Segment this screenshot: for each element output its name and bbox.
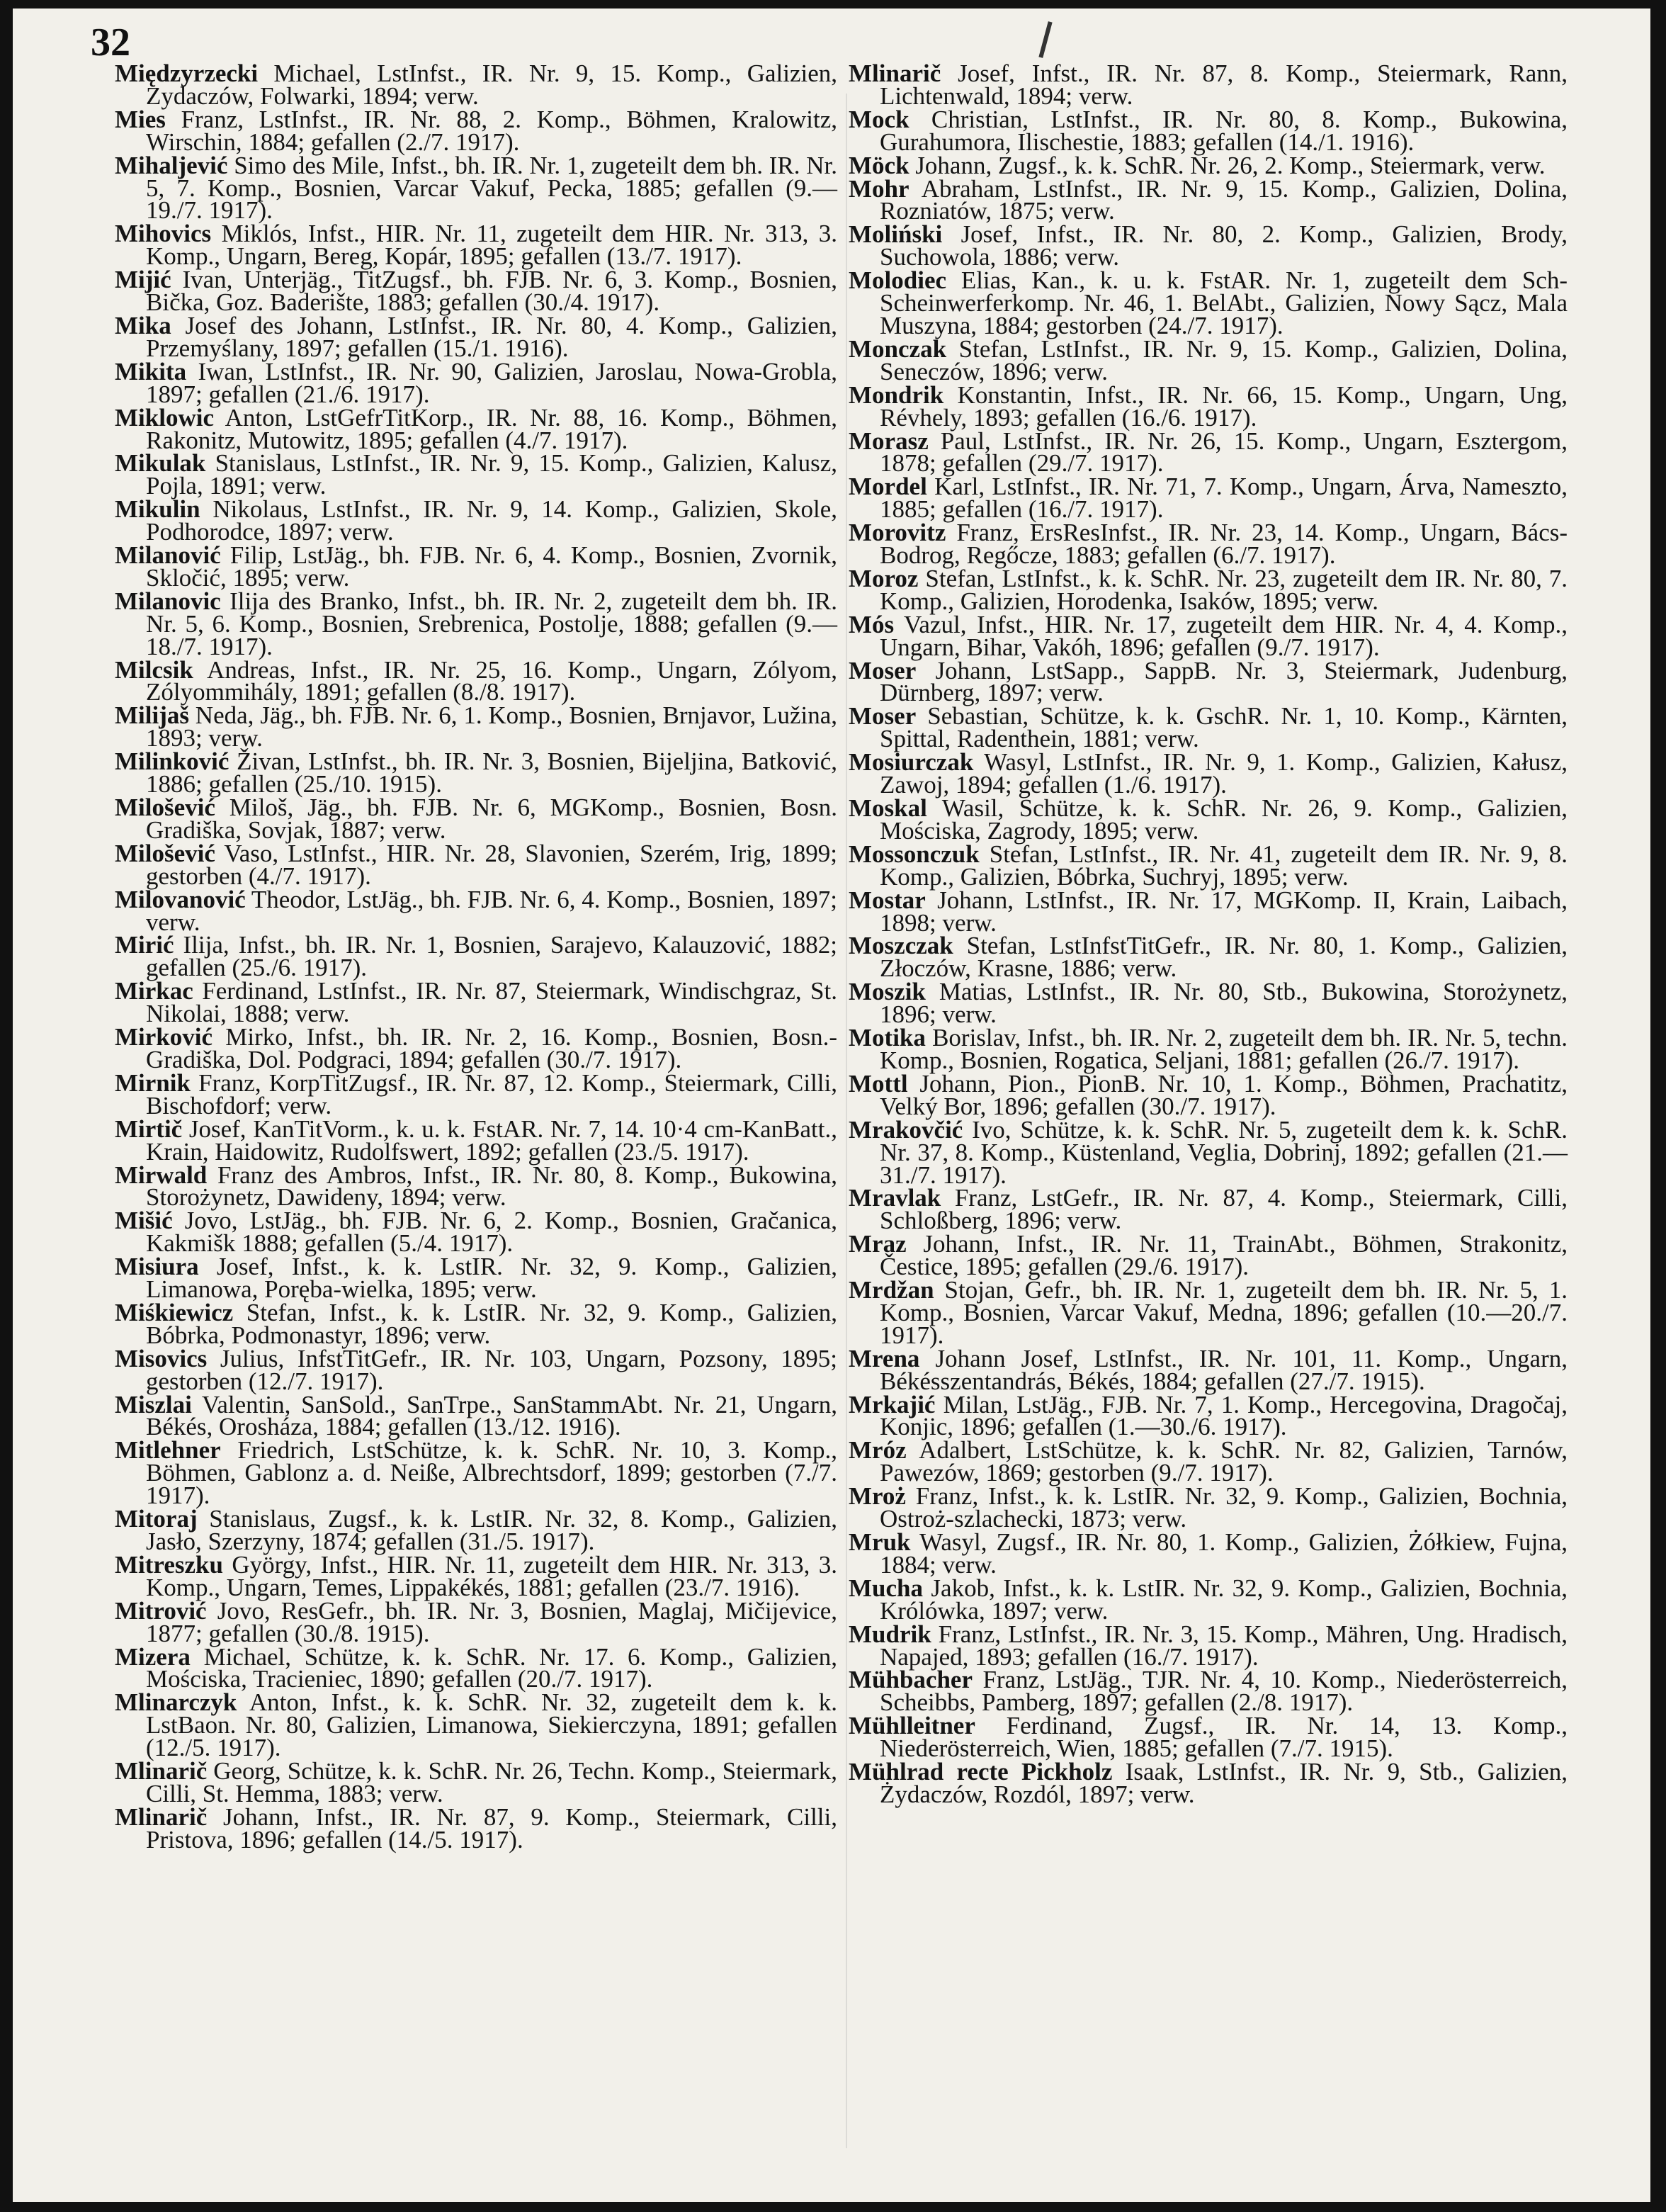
entry-surname: Milcsik: [115, 655, 193, 684]
entry-surname: Morovitz: [849, 519, 946, 547]
casualty-entry: [115, 977, 837, 1028]
casualty-entry: [115, 1802, 838, 1853]
entry-surname: Mondrik: [849, 380, 944, 409]
entry-surname: Misiura: [115, 1253, 199, 1281]
entry-details: Josef, Infst., k. k. LstIR. Nr. 32, 9. Komp., Galizien, Limanowa, Poręba-wielka, 1895; verw.: [146, 1253, 837, 1304]
casualty-entry: [849, 1344, 1568, 1395]
entry-surname: Mihaljević: [115, 151, 228, 179]
entry-surname: Mós: [849, 610, 895, 638]
entry-surname: Mihovics: [115, 220, 212, 248]
casualty-entry: [849, 105, 1568, 156]
entry-surname: Mitoraj: [115, 1505, 198, 1533]
casualty-entry: [115, 1550, 838, 1601]
entry-surname: Mirić: [115, 931, 174, 959]
entry-details: Friedrich, LstSchütze, k. k. SchR. Nr. 10, 3. Komp., Böhmen, Gablonz a. d. Neiße, Albrechtsdorf, 1899; gestorben (7./7. 1917).: [146, 1436, 838, 1510]
casualty-entry: [849, 1758, 1568, 1808]
casualty-entry: [849, 1528, 1568, 1579]
casualty-entry: [849, 380, 1568, 431]
entry-details: Franz, LstInfst., IR. Nr. 3, 15. Komp., Mähren, Ung. Hradisch, Napajed, 1893; gefallen (16./7. 1917).: [880, 1620, 1568, 1671]
casualty-entry: [115, 931, 837, 982]
entry-details: Josef des Johann, LstInfst., IR. Nr. 80, 4. Komp., Galizien, Przemyślany, 1897; gefallen (15./1. 1916).: [146, 311, 837, 362]
entry-details: Miklós, Infst., HIR. Nr. 11, zugeteilt dem HIR. Nr. 313, 3. Komp., Ungarn, Bereg, Kopár, 1895; gefallen (13./7. 1917).: [146, 220, 838, 271]
casualty-entry: [849, 266, 1568, 339]
entry-surname: Mühbacher: [849, 1666, 973, 1694]
casualty-entry: [849, 748, 1568, 799]
casualty-entry: [115, 1023, 838, 1073]
entry-surname: Mitrović: [115, 1596, 207, 1625]
casualty-entry: [849, 1574, 1568, 1625]
casualty-entry: [849, 1024, 1568, 1074]
entry-details: Vaso, LstInfst., HIR. Nr. 28, Slavonien, Szerém, Irig, 1899; gestorben (4./7. 1917).: [146, 839, 837, 890]
casualty-entry: [115, 1344, 838, 1395]
entry-surname: Milanović: [115, 541, 221, 570]
entry-details: Mirko, Infst., bh. IR. Nr. 2, 16. Komp., Bosnien, Bosn.-Gradiška, Dol. Podgraci, 1894; gefallen (30./7. 1917).: [146, 1023, 838, 1073]
entry-details: Abraham, LstInfst., IR. Nr. 9, 15. Komp., Galizien, Dolina, Rozniatów, 1875; verw.: [880, 174, 1568, 225]
entry-surname: Mišić: [115, 1207, 173, 1235]
entry-surname: Mikita: [115, 357, 187, 385]
entry-details: Nikolaus, LstInfst., IR. Nr. 9, 14. Komp., Galizien, Skole, Podhorodce, 1897; verw.: [146, 495, 837, 546]
casualty-entry: [849, 1712, 1568, 1763]
casualty-entry: [115, 587, 838, 660]
casualty-entry: [115, 747, 837, 799]
casualty-entry: [115, 1596, 837, 1647]
entry-surname: Mottl: [849, 1069, 908, 1097]
entry-details: Michael, LstInfst., IR. Nr. 9, 15. Komp., Galizien, Zydaczów, Folwarki, 1894; verw.: [146, 60, 838, 110]
entry-details: Franz, KorpTitZugsf., IR. Nr. 87, 12. Komp., Steiermark, Cilli, Bischofdorf; verw.: [146, 1068, 838, 1119]
entry-surname: Mirtič: [115, 1115, 183, 1143]
entry-details: Josef, KanTitVorm., k. u. k. FstAR. Nr. 7, 14. 10·4 cm-KanBatt., Krain, Haidowitz, Rudolfswert, 1892; gefallen (23./5. 1917).: [146, 1115, 838, 1166]
entry-surname: Mikulin: [115, 495, 200, 524]
entry-details: Franz, ErsResInfst., IR. Nr. 23, 14. Komp., Ungarn, Bács-Bodrog, Regőcze, 1883; gefallen (6./7. 1917).: [880, 519, 1568, 570]
entry-surname: Misovics: [115, 1344, 208, 1372]
entry-surname: Mitreszku: [115, 1550, 223, 1579]
entry-details: Ivo, Schütze, k. k. SchR. Nr. 5, zugeteilt dem k. k. SchR. Nr. 37, 8. Komp., Küstenland, Veglia, Dobrinj, 1892; gefallen (21.—31./7. 1917).: [880, 1115, 1568, 1189]
entry-surname: Mostar: [849, 886, 926, 914]
entry-surname: Mosiurczak: [849, 748, 974, 777]
entry-details: Wasyl, LstInfst., IR. Nr. 9, 1. Komp., Galizien, Kałusz, Zawoj, 1894; gefallen (1./6. 1917).: [880, 748, 1568, 799]
entry-surname: Mirwald: [115, 1161, 208, 1189]
entry-surname: Mizera: [115, 1642, 191, 1671]
entry-surname: Mies: [115, 105, 166, 133]
entry-details: Simo des Mile, Infst., bh. IR. Nr. 1, zugeteilt dem bh. IR. Nr. 5, 7. Komp., Bosnien, Varcar Vakuf, Pecka, 1885; gefallen (9.—19./7. 1917).: [146, 151, 838, 225]
casualty-entry: [115, 839, 837, 890]
entry-details: Jovo, ResGefr., bh. IR. Nr. 3, Bosnien, Maglaj, Mičijevice, 1877; gefallen (30./8. 1915).: [146, 1596, 837, 1647]
casualty-entry: [849, 334, 1568, 385]
casualty-entry: [115, 885, 837, 936]
entry-details: Ivan, Unterjäg., TitZugsf., bh. FJB. Nr. 6, 3. Komp., Bosnien, Bička, Goz. Baderište, 1883; gefallen (30./4. 1917).: [146, 266, 837, 317]
entry-details: Franz, LstGefr., IR. Nr. 87, 4. Komp., Steiermark, Cilli, Schloßberg, 1896; verw.: [880, 1184, 1568, 1235]
entry-surname: Mruk: [849, 1528, 911, 1556]
casualty-entry: [849, 932, 1568, 983]
entry-details: Ilija des Branko, Infst., bh. IR. Nr. 2, zugeteilt dem bh. IR. Nr. 5, 6. Komp., Bosnien, Srebrenica, Postolje, 1888; gefallen (9.—18./7. 1917).: [146, 587, 838, 660]
entry-details: Ferdinand, LstInfst., IR. Nr. 87, Steiermark, Windischgraz, St. Nikolai, 1888; verw.: [146, 977, 837, 1028]
entry-details: Jakob, Infst., k. k. LstIR. Nr. 32, 9. Komp., Galizien, Bochnia, Królówka, 1897; verw.: [880, 1574, 1568, 1625]
page-mark: [1038, 21, 1052, 58]
entry-surname: Möck: [849, 151, 910, 179]
casualty-entry: [115, 1757, 837, 1807]
casualty-entry: [849, 610, 1568, 661]
casualty-entry: [849, 62, 1568, 108]
entry-details: Wasil, Schütze, k. k. SchR. Nr. 26, 9. Komp., Galizien, Mościska, Zagrody, 1895; verw.: [880, 794, 1568, 845]
entry-surname: Mravlak: [849, 1184, 941, 1212]
entry-details: Iwan, LstInfst., IR. Nr. 90, Galizien, Jaroslau, Nowa-Grobla, 1897; gefallen (21./6. 1917).: [146, 357, 837, 408]
entry-details: Stojan, Gefr., bh. IR. Nr. 1, zugeteilt dem bh. IR. Nr. 5, 1. Komp., Bosnien, Varcar Vakuf, Medna, 1896; gefallen (10.—20./7. 1917).: [880, 1276, 1568, 1349]
page-number: 32: [91, 21, 130, 64]
entry-details: Johann, Infst., IR. Nr. 87, 9. Komp., Steiermark, Cilli, Pristova, 1896; gefallen (14./5. 1917).: [146, 1802, 838, 1853]
casualty-entry: [115, 1642, 837, 1693]
entry-surname: Moser: [849, 656, 917, 684]
entry-details: Jovo, LstJäg., bh. FJB. Nr. 6, 2. Komp., Bosnien, Gračanica, Kakmišk 1888; gefallen (5./4. 1917).: [146, 1207, 838, 1258]
entry-surname: Mróz: [849, 1436, 907, 1465]
entry-details: Georg, Schütze, k. k. SchR. Nr. 26, Techn. Komp., Steiermark, Cilli, St. Hemma, 1883; verw.: [146, 1757, 837, 1807]
page: [13, 9, 1650, 2202]
entry-details: Isaak, LstInfst., IR. Nr. 9, Stb., Galizien, Żydaczów, Rozdól, 1897; verw.: [880, 1758, 1568, 1808]
casualty-entry: [849, 1276, 1568, 1349]
entry-details: Theodor, LstJäg., bh. FJB. Nr. 6, 4. Komp., Bosnien, 1897; verw.: [146, 885, 837, 936]
entry-surname: Moser: [849, 702, 917, 730]
entry-surname: Moroz: [849, 564, 919, 592]
casualty-entry: [849, 978, 1568, 1029]
entry-details: Christian, LstInfst., IR. Nr. 80, 8. Komp., Bukowina, Gurahumora, Ilischestie, 1883; gefallen (14./1. 1916).: [880, 105, 1568, 156]
casualty-entry: [849, 220, 1568, 271]
casualty-entry: [115, 1207, 838, 1258]
casualty-entry: [849, 564, 1568, 615]
entry-surname: Mrkajić: [849, 1390, 936, 1418]
entry-details: Wasyl, Zugsf., IR. Nr. 80, 1. Komp., Galizien, Żółkiew, Fujna, 1884; verw.: [880, 1528, 1568, 1579]
entry-details: Adalbert, LstSchütze, k. k. SchR. Nr. 82, Galizien, Tarnów, Pawezów, 1869; gestorben (9./7. 1917).: [880, 1436, 1568, 1487]
entry-surname: Mlinarič: [115, 1802, 208, 1831]
entry-surname: Mrena: [849, 1344, 920, 1372]
casualty-entry: [115, 1253, 837, 1304]
casualty-entry: [849, 427, 1568, 478]
entry-surname: Miszlai: [115, 1390, 192, 1418]
entry-surname: Mohr: [849, 174, 910, 203]
casualty-entry: [115, 311, 837, 362]
entry-surname: Milošević: [115, 839, 215, 867]
casualty-entry: [849, 1620, 1568, 1671]
entry-surname: Mroż: [849, 1482, 906, 1511]
casualty-entry: [115, 62, 837, 108]
entry-surname: Mlinarič: [849, 60, 941, 87]
casualty-entry: [115, 1161, 837, 1212]
entry-surname: Milijaš: [115, 701, 189, 730]
entry-surname: Mrdžan: [849, 1276, 934, 1304]
entry-surname: Moliński: [849, 220, 943, 249]
entry-surname: Morasz: [849, 427, 929, 455]
entry-surname: Mlinarczyk: [115, 1688, 237, 1717]
entry-details: Johann Josef, LstInfst., IR. Nr. 101, 11. Komp., Ungarn, Békésszentandrás, Békés, 1884; gefallen (27./7. 1915).: [880, 1344, 1568, 1395]
casualty-entry: [115, 495, 837, 546]
casualty-entry: [115, 1068, 838, 1119]
casualty-entry: [849, 174, 1568, 225]
entry-details: Valentin, SanSold., SanTrpe., SanStammAbt. Nr. 21, Ungarn, Békés, Orosháza, 1884; gefallen (13./12. 1916).: [146, 1390, 837, 1441]
entry-surname: Mock: [849, 105, 910, 133]
casualty-entry: [849, 1069, 1568, 1120]
entry-details: Ferdinand, Zugsf., IR. Nr. 14, 13. Komp., Niederösterreich, Wien, 1885; gefallen (7./7. 1915).: [880, 1712, 1568, 1763]
casualty-entry: [849, 1115, 1568, 1189]
casualty-entry: [849, 1230, 1568, 1281]
casualty-entry: [849, 656, 1568, 707]
entry-surname: Mucha: [849, 1574, 923, 1602]
entry-details: Sebastian, Schütze, k. k. GschR. Nr. 1, 10. Komp., Kärnten, Spittal, Radenthein, 1881; verw.: [880, 702, 1568, 753]
entry-details: Stefan, LstInfstTitGefr., IR. Nr. 80, 1. Komp., Galizien, Złoczów, Krasne, 1886; verw.: [880, 932, 1568, 983]
left-column: [115, 62, 837, 1852]
entry-surname: Mühlleitner: [849, 1712, 975, 1740]
entry-details: Michael, Schütze, k. k. SchR. Nr. 17. 6. Komp., Galizien, Mościska, Tracieniec, 1890; gefallen (20./7. 1917).: [146, 1642, 837, 1693]
entry-surname: Motika: [849, 1024, 926, 1052]
casualty-entry: [115, 1505, 837, 1555]
entry-surname: Mrakovčić: [849, 1115, 963, 1144]
entry-surname: Mudrik: [849, 1620, 931, 1648]
entry-details: Franz des Ambros, Infst., IR. Nr. 80, 8. Komp., Bukowina, Storożynetz, Dawideny, 1894; verw.: [146, 1161, 837, 1212]
entry-details: Vazul, Infst., HIR. Nr. 17, zugeteilt dem HIR. Nr. 4, 4. Komp., Ungarn, Bihar, Vakóh, 1896; gefallen (9./7. 1917).: [880, 610, 1568, 661]
entry-surname: Mitlehner: [115, 1436, 221, 1465]
entry-surname: Monczak: [849, 334, 947, 363]
entry-surname: Milanovic: [115, 587, 221, 615]
entry-details: Stefan, LstInfst., k. k. SchR. Nr. 23, zugeteilt dem IR. Nr. 80, 7. Komp., Galizien, Horodenka, Isaków, 1895; verw.: [880, 564, 1568, 615]
entry-details: Živan, LstInfst., bh. IR. Nr. 3, Bosnien, Bijeljina, Batković, 1886; gefallen (25./10. 1915).: [146, 747, 837, 799]
casualty-entry: [849, 794, 1568, 845]
casualty-entry: [115, 403, 837, 454]
entry-details: Stanislaus, LstInfst., IR. Nr. 9, 15. Komp., Galizien, Kalusz, Pojla, 1891; verw.: [146, 449, 837, 500]
casualty-entry: [849, 1482, 1568, 1533]
entry-details: Stanislaus, Zugsf., k. k. LstIR. Nr. 32, 8. Komp., Galizien, Jasło, Szerzyny, 1874; gefallen (31./5. 1917).: [146, 1505, 837, 1555]
entry-details: Franz, LstJäg., TJR. Nr. 4, 10. Komp., Niederösterreich, Scheibbs, Pamberg, 1897; gefallen (2./8. 1917).: [880, 1666, 1568, 1717]
casualty-entry: [115, 655, 837, 706]
entry-details: Miloš, Jäg., bh. FJB. Nr. 6, MGKomp., Bosnien, Bosn. Gradiška, Sovjak, 1887; verw.: [146, 794, 837, 844]
entry-surname: Mlinarič: [115, 1757, 208, 1785]
casualty-entry: [115, 1298, 838, 1349]
entry-details: Paul, LstInfst., IR. Nr. 26, 15. Komp., Ungarn, Esztergom, 1878; gefallen (29./7. 1917).: [880, 427, 1568, 478]
entry-surname: Mika: [115, 311, 171, 339]
casualty-entry: [849, 1184, 1568, 1235]
entry-details: Borislav, Infst., bh. IR. Nr. 2, zugeteilt dem bh. IR. Nr. 5, techn. Komp., Bosnien, Rogatica, Seljani, 1881; gefallen (26./7. 1917).: [880, 1024, 1568, 1074]
entry-surname: Mossonczuk: [849, 840, 980, 868]
casualty-entry: [115, 796, 837, 842]
casualty-entry: [849, 1390, 1568, 1441]
casualty-entry: [115, 701, 837, 752]
entry-surname: Międzyrzecki: [115, 60, 259, 87]
entry-surname: Mijić: [115, 266, 171, 294]
entry-details: Konstantin, Infst., IR. Nr. 66, 15. Komp., Ungarn, Ung, Révhely, 1893; gefallen (16./6. 1917).: [880, 380, 1568, 431]
right-column: [849, 62, 1568, 1807]
entry-details: Elias, Kan., k. u. k. FstAR. Nr. 1, zugeteilt dem Sch-Scheinwerferkomp. Nr. 46, 1. BelAbt., Galizien, Nowy Sącz, Mala Muszyna, 1884; gestorben (24./7. 1917).: [880, 266, 1568, 339]
entry-details: Johann, LstSapp., SappB. Nr. 3, Steiermark, Judenburg, Dürnberg, 1897; verw.: [880, 656, 1568, 707]
entry-surname: Miśkiewicz: [115, 1298, 234, 1326]
casualty-entry: [115, 1115, 838, 1166]
entry-details: Anton, LstGefrTitKorp., IR. Nr. 88, 16. Komp., Böhmen, Rakonitz, Mutowitz, 1895; gefallen (4./7. 1917).: [146, 403, 837, 454]
entry-details: Johann, LstInfst., IR. Nr. 17, MGKomp. II, Krain, Laibach, 1898; verw.: [880, 886, 1568, 937]
casualty-entry: [849, 1436, 1568, 1487]
entry-surname: Milinković: [115, 747, 230, 776]
entry-surname: Mordel: [849, 473, 927, 501]
casualty-entry: [115, 357, 837, 408]
entry-surname: Moszczak: [849, 932, 953, 960]
casualty-entry: [849, 519, 1568, 570]
entry-surname: Molodiec: [849, 266, 947, 295]
entry-details: Josef, Infst., IR. Nr. 87, 8. Komp., Steiermark, Rann, Lichtenwald, 1894; verw.: [880, 60, 1568, 110]
entry-details: Johann, Zugsf., k. k. SchR. Nr. 26, 2. Komp., Steiermark, verw.: [915, 151, 1546, 179]
casualty-entry: [115, 220, 838, 271]
entry-details: Franz, Infst., k. k. LstIR. Nr. 32, 9. Komp., Galizien, Bochnia, Ostroż-szlachecki, 1873; verw.: [880, 1482, 1568, 1533]
casualty-entry: [115, 1436, 838, 1510]
entry-surname: Miklowic: [115, 403, 214, 431]
entry-surname: Milovanović: [115, 885, 246, 913]
entry-details: Neda, Jäg., bh. FJB. Nr. 6, 1. Komp., Bosnien, Brnjavor, Lužina, 1893; verw.: [146, 701, 837, 752]
casualty-entry: [115, 151, 838, 225]
entry-details: Anton, Infst., k. k. SchR. Nr. 32, zugeteilt dem k. k. LstBaon. Nr. 80, Galizien, Limanowa, Siekierczyna, 1891; gefallen (12./5. 1917).: [146, 1688, 837, 1762]
entry-details: Filip, LstJäg., bh. FJB. Nr. 6, 4. Komp., Bosnien, Zvornik, Skločić, 1895; verw.: [146, 541, 837, 592]
entry-surname: Moskal: [849, 794, 927, 822]
entry-details: Ilija, Infst., bh. IR. Nr. 1, Bosnien, Sarajevo, Kalauzović, 1882; gefallen (25./6. 1917).: [146, 931, 837, 982]
entry-details: Milan, LstJäg., FJB. Nr. 7, 1. Komp., Hercegovina, Dragočaj, Konjic, 1896; gefallen (1.—30./6. 1917).: [880, 1390, 1568, 1441]
casualty-entry: [849, 1666, 1568, 1717]
column-divider: [846, 94, 847, 2148]
entry-details: Julius, InfstTitGefr., IR. Nr. 103, Ungarn, Pozsony, 1895; gestorben (12./7. 1917).: [146, 1344, 838, 1395]
casualty-entry: [115, 1688, 837, 1762]
entry-surname: Mirnik: [115, 1068, 191, 1097]
entry-surname: Mirkac: [115, 977, 193, 1005]
casualty-entry: [115, 266, 837, 317]
casualty-entry: [849, 702, 1568, 753]
entry-details: Stefan, LstInfst., IR. Nr. 9, 15. Komp., Galizien, Dolina, Seneczów, 1896; verw.: [880, 334, 1568, 385]
entry-details: Stefan, Infst., k. k. LstIR. Nr. 32, 9. Komp., Galizien, Bóbrka, Podmonastyr, 1896; verw.: [146, 1298, 838, 1349]
entry-details: Johann, Pion., PionB. Nr. 10, 1. Komp., Böhmen, Prachatitz, Velký Bor, 1896; gefallen (30./7. 1917).: [880, 1069, 1568, 1120]
casualty-entry: [115, 449, 837, 500]
entry-surname: Mraz: [849, 1230, 907, 1258]
entry-surname: Milošević: [115, 794, 215, 821]
entry-details: Andreas, Infst., IR. Nr. 25, 16. Komp., Ungarn, Zólyom, Zólyommihály, 1891; gefallen (8./8. 1917).: [146, 655, 837, 706]
entry-surname: Mikulak: [115, 449, 206, 478]
casualty-entry: [849, 151, 1568, 179]
entry-details: György, Infst., HIR. Nr. 11, zugeteilt dem HIR. Nr. 313, 3. Komp., Ungarn, Temes, Lippakékés, 1881; gefallen (23./7. 1916).: [146, 1550, 838, 1601]
casualty-entry: [115, 1390, 837, 1441]
entry-surname: Moszik: [849, 978, 926, 1006]
casualty-entry: [115, 541, 837, 592]
casualty-entry: [115, 105, 838, 156]
entry-details: Johann, Infst., IR. Nr. 11, TrainAbt., Böhmen, Strakonitz, Čestice, 1895; gefallen (29./6. 1917).: [880, 1230, 1568, 1281]
casualty-entry: [849, 886, 1568, 937]
entry-surname: Mühlrad recte Pickholz: [849, 1758, 1113, 1786]
entry-details: Franz, LstInfst., IR. Nr. 88, 2. Komp., Böhmen, Kralowitz, Wirschin, 1884; gefallen (2./7. 1917).: [146, 105, 838, 156]
casualty-entry: [849, 840, 1568, 891]
entry-details: Matias, LstInfst., IR. Nr. 80, Stb., Bukowina, Storożynetz, 1896; verw.: [880, 978, 1568, 1029]
entry-details: Josef, Infst., IR. Nr. 80, 2. Komp., Galizien, Brody, Suchowola, 1886; verw.: [880, 220, 1568, 271]
entry-surname: Mirković: [115, 1023, 213, 1051]
casualty-entry: [849, 473, 1568, 524]
entry-details: Karl, LstInfst., IR. Nr. 71, 7. Komp., Ungarn, Árva, Nameszto, 1885; gefallen (16./7. 1917).: [880, 473, 1568, 524]
entry-details: Stefan, LstInfst., IR. Nr. 41, zugeteilt dem IR. Nr. 9, 8. Komp., Galizien, Bóbrka, Suchryj, 1895; verw.: [880, 840, 1568, 891]
